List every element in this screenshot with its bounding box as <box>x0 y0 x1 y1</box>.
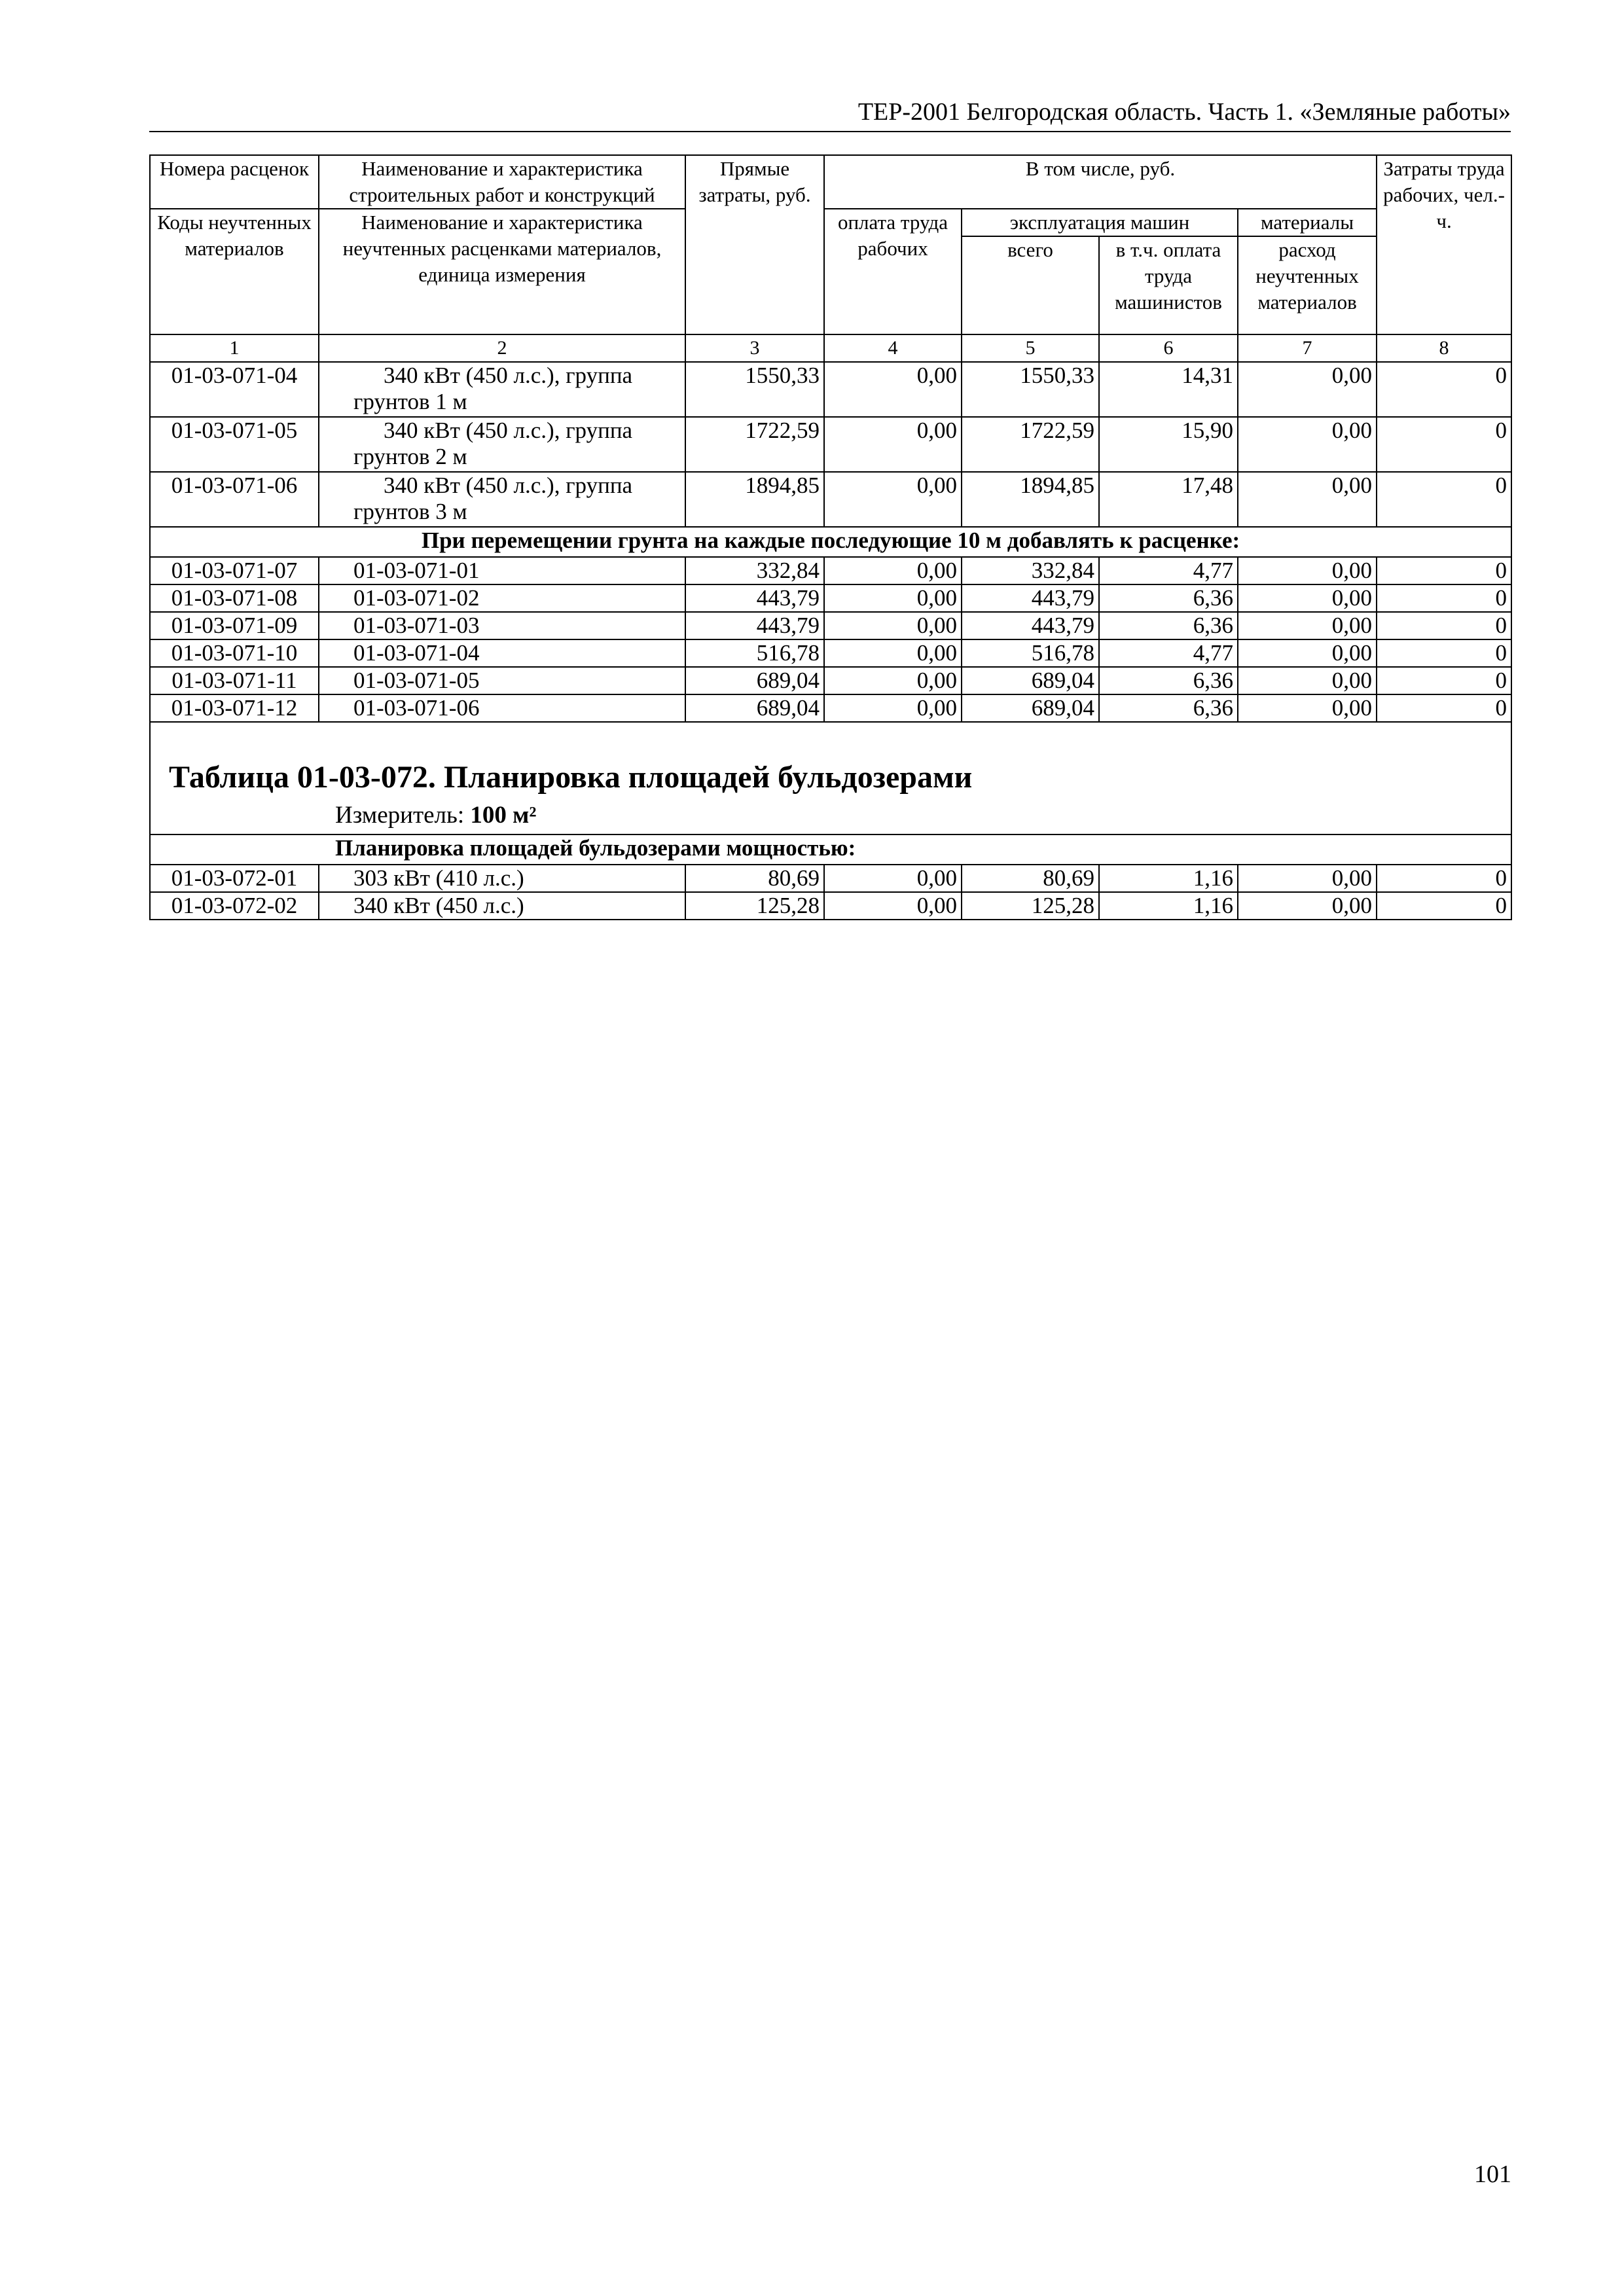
labor-hours: 0 <box>1377 892 1511 920</box>
worker-pay: 0,00 <box>824 472 962 527</box>
labor-hours: 0 <box>1377 667 1511 694</box>
operator-pay: 4,77 <box>1099 557 1238 584</box>
materials: 0,00 <box>1238 472 1377 527</box>
machines-total: 1722,59 <box>962 417 1099 472</box>
rate-code: 01-03-071-12 <box>150 694 319 722</box>
header-machines: эксплуатация машин <box>962 209 1238 236</box>
operator-pay: 6,36 <box>1099 584 1238 612</box>
table-row <box>150 472 1511 527</box>
worker-pay: 0,00 <box>824 362 962 417</box>
column-number: 1 <box>150 334 319 362</box>
direct-costs: 1550,33 <box>685 362 824 417</box>
rate-name: 01-03-071-03 <box>319 612 685 639</box>
worker-pay: 0,00 <box>824 584 962 612</box>
table-row <box>150 865 1511 892</box>
labor-hours: 0 <box>1377 694 1511 722</box>
direct-costs: 443,79 <box>685 584 824 612</box>
labor-hours: 0 <box>1377 639 1511 667</box>
column-number: 6 <box>1099 334 1238 362</box>
table2-measure <box>335 801 1511 830</box>
table2-title-cell <box>150 722 1511 834</box>
materials: 0,00 <box>1238 639 1377 667</box>
machines-total: 516,78 <box>962 639 1099 667</box>
column-numbers-row <box>150 334 1511 362</box>
column-number: 4 <box>824 334 962 362</box>
rates-table <box>149 154 1512 920</box>
materials: 0,00 <box>1238 694 1377 722</box>
machines-total: 689,04 <box>962 694 1099 722</box>
header-codes-top: Номера расценок <box>150 155 319 209</box>
table-row <box>150 892 1511 920</box>
worker-pay: 0,00 <box>824 694 962 722</box>
machines-total: 1550,33 <box>962 362 1099 417</box>
operator-pay: 15,90 <box>1099 417 1238 472</box>
header-unaccounted-materials: расход неучтенных материалов <box>1238 236 1377 334</box>
rate-name: 01-03-071-02 <box>319 584 685 612</box>
operator-pay: 6,36 <box>1099 694 1238 722</box>
measure-label: Измеритель: <box>335 802 465 829</box>
worker-pay: 0,00 <box>824 892 962 920</box>
table-row <box>150 362 1511 417</box>
operator-pay: 6,36 <box>1099 667 1238 694</box>
running-header: ТЕР-2001 Белгородская область. Часть 1. «Земляные работы» <box>149 97 1511 132</box>
header-including: В том числе, руб. <box>824 155 1377 209</box>
materials: 0,00 <box>1238 557 1377 584</box>
column-number: 7 <box>1238 334 1377 362</box>
worker-pay: 0,00 <box>824 639 962 667</box>
machines-total: 689,04 <box>962 667 1099 694</box>
worker-pay: 0,00 <box>824 865 962 892</box>
rate-code: 01-03-071-07 <box>150 557 319 584</box>
machines-total: 332,84 <box>962 557 1099 584</box>
labor-hours: 0 <box>1377 557 1511 584</box>
operator-pay: 17,48 <box>1099 472 1238 527</box>
page-number: 101 <box>1474 2161 1511 2188</box>
table-row <box>150 557 1511 584</box>
table-row <box>150 694 1511 722</box>
operator-pay: 6,36 <box>1099 612 1238 639</box>
column-number: 3 <box>685 334 824 362</box>
direct-costs: 443,79 <box>685 612 824 639</box>
rate-code: 01-03-071-04 <box>150 362 319 417</box>
rate-code: 01-03-072-01 <box>150 865 319 892</box>
table-row <box>150 612 1511 639</box>
worker-pay: 0,00 <box>824 557 962 584</box>
rate-name: 340 кВт (450 л.с.), группа грунтов 1 м <box>319 362 685 417</box>
operator-pay: 4,77 <box>1099 639 1238 667</box>
header-worker-pay: оплата труда рабочих <box>824 209 962 334</box>
materials: 0,00 <box>1238 362 1377 417</box>
direct-costs: 689,04 <box>685 694 824 722</box>
direct-costs: 125,28 <box>685 892 824 920</box>
rate-name: 340 кВт (450 л.с.), группа грунтов 2 м <box>319 417 685 472</box>
labor-hours: 0 <box>1377 865 1511 892</box>
table-row <box>150 639 1511 667</box>
machines-total: 80,69 <box>962 865 1099 892</box>
machines-total: 1894,85 <box>962 472 1099 527</box>
worker-pay: 0,00 <box>824 667 962 694</box>
header-labor-hours: Затраты труда рабочих, чел.-ч. <box>1377 155 1511 334</box>
operator-pay: 1,16 <box>1099 865 1238 892</box>
machines-total: 125,28 <box>962 892 1099 920</box>
table-row <box>150 417 1511 472</box>
direct-costs: 332,84 <box>685 557 824 584</box>
table2-title: Таблица 01-03-072. Планировка площадей бульдозерами <box>169 760 973 795</box>
direct-costs: 1894,85 <box>685 472 824 527</box>
header-operator-pay: в т.ч. оплата труда машинистов <box>1099 236 1238 334</box>
section-title: При перемещении грунта на каждые последующие 10 м добавлять к расценке: <box>150 527 1511 557</box>
rate-name: 303 кВт (410 л.с.) <box>319 865 685 892</box>
materials: 0,00 <box>1238 865 1377 892</box>
header-codes-bottom: Коды неучтенных материалов <box>150 209 319 334</box>
measure-value: 100 м² <box>470 802 537 829</box>
rate-name: 340 кВт (450 л.с.) <box>319 892 685 920</box>
direct-costs: 689,04 <box>685 667 824 694</box>
materials: 0,00 <box>1238 892 1377 920</box>
header-name-bottom: Наименование и характеристика неучтенных расценками материалов, единица измерения <box>319 209 685 334</box>
direct-costs: 1722,59 <box>685 417 824 472</box>
worker-pay: 0,00 <box>824 417 962 472</box>
materials: 0,00 <box>1238 612 1377 639</box>
rate-name: 01-03-071-05 <box>319 667 685 694</box>
header-row-1 <box>150 155 1511 209</box>
header-machines-total: всего <box>962 236 1099 334</box>
rate-code: 01-03-071-11 <box>150 667 319 694</box>
materials: 0,00 <box>1238 584 1377 612</box>
rate-name: 340 кВт (450 л.с.), группа грунтов 3 м <box>319 472 685 527</box>
operator-pay: 1,16 <box>1099 892 1238 920</box>
section-title: Планировка площадей бульдозерами мощностью: <box>150 834 1511 865</box>
rate-code: 01-03-071-09 <box>150 612 319 639</box>
table-row <box>150 584 1511 612</box>
labor-hours: 0 <box>1377 362 1511 417</box>
rate-code: 01-03-071-06 <box>150 472 319 527</box>
column-number: 5 <box>962 334 1099 362</box>
rate-code: 01-03-071-05 <box>150 417 319 472</box>
direct-costs: 80,69 <box>685 865 824 892</box>
machines-total: 443,79 <box>962 612 1099 639</box>
machines-total: 443,79 <box>962 584 1099 612</box>
header-row-2 <box>150 209 1511 236</box>
section-row <box>150 834 1511 865</box>
direct-costs: 516,78 <box>685 639 824 667</box>
materials: 0,00 <box>1238 417 1377 472</box>
table2-title-row <box>150 722 1511 834</box>
header-materials: материалы <box>1238 209 1377 236</box>
column-number: 8 <box>1377 334 1511 362</box>
labor-hours: 0 <box>1377 417 1511 472</box>
materials: 0,00 <box>1238 667 1377 694</box>
rate-code: 01-03-071-10 <box>150 639 319 667</box>
labor-hours: 0 <box>1377 584 1511 612</box>
header-direct-costs: Прямые затраты, руб. <box>685 155 824 334</box>
section-row <box>150 527 1511 557</box>
labor-hours: 0 <box>1377 612 1511 639</box>
labor-hours: 0 <box>1377 472 1511 527</box>
rate-code: 01-03-072-02 <box>150 892 319 920</box>
worker-pay: 0,00 <box>824 612 962 639</box>
operator-pay: 14,31 <box>1099 362 1238 417</box>
rate-name: 01-03-071-04 <box>319 639 685 667</box>
header-name-top: Наименование и характеристика строительных работ и конструкций <box>319 155 685 209</box>
rate-name: 01-03-071-06 <box>319 694 685 722</box>
column-number: 2 <box>319 334 685 362</box>
rate-code: 01-03-071-08 <box>150 584 319 612</box>
table-row <box>150 667 1511 694</box>
rate-name: 01-03-071-01 <box>319 557 685 584</box>
